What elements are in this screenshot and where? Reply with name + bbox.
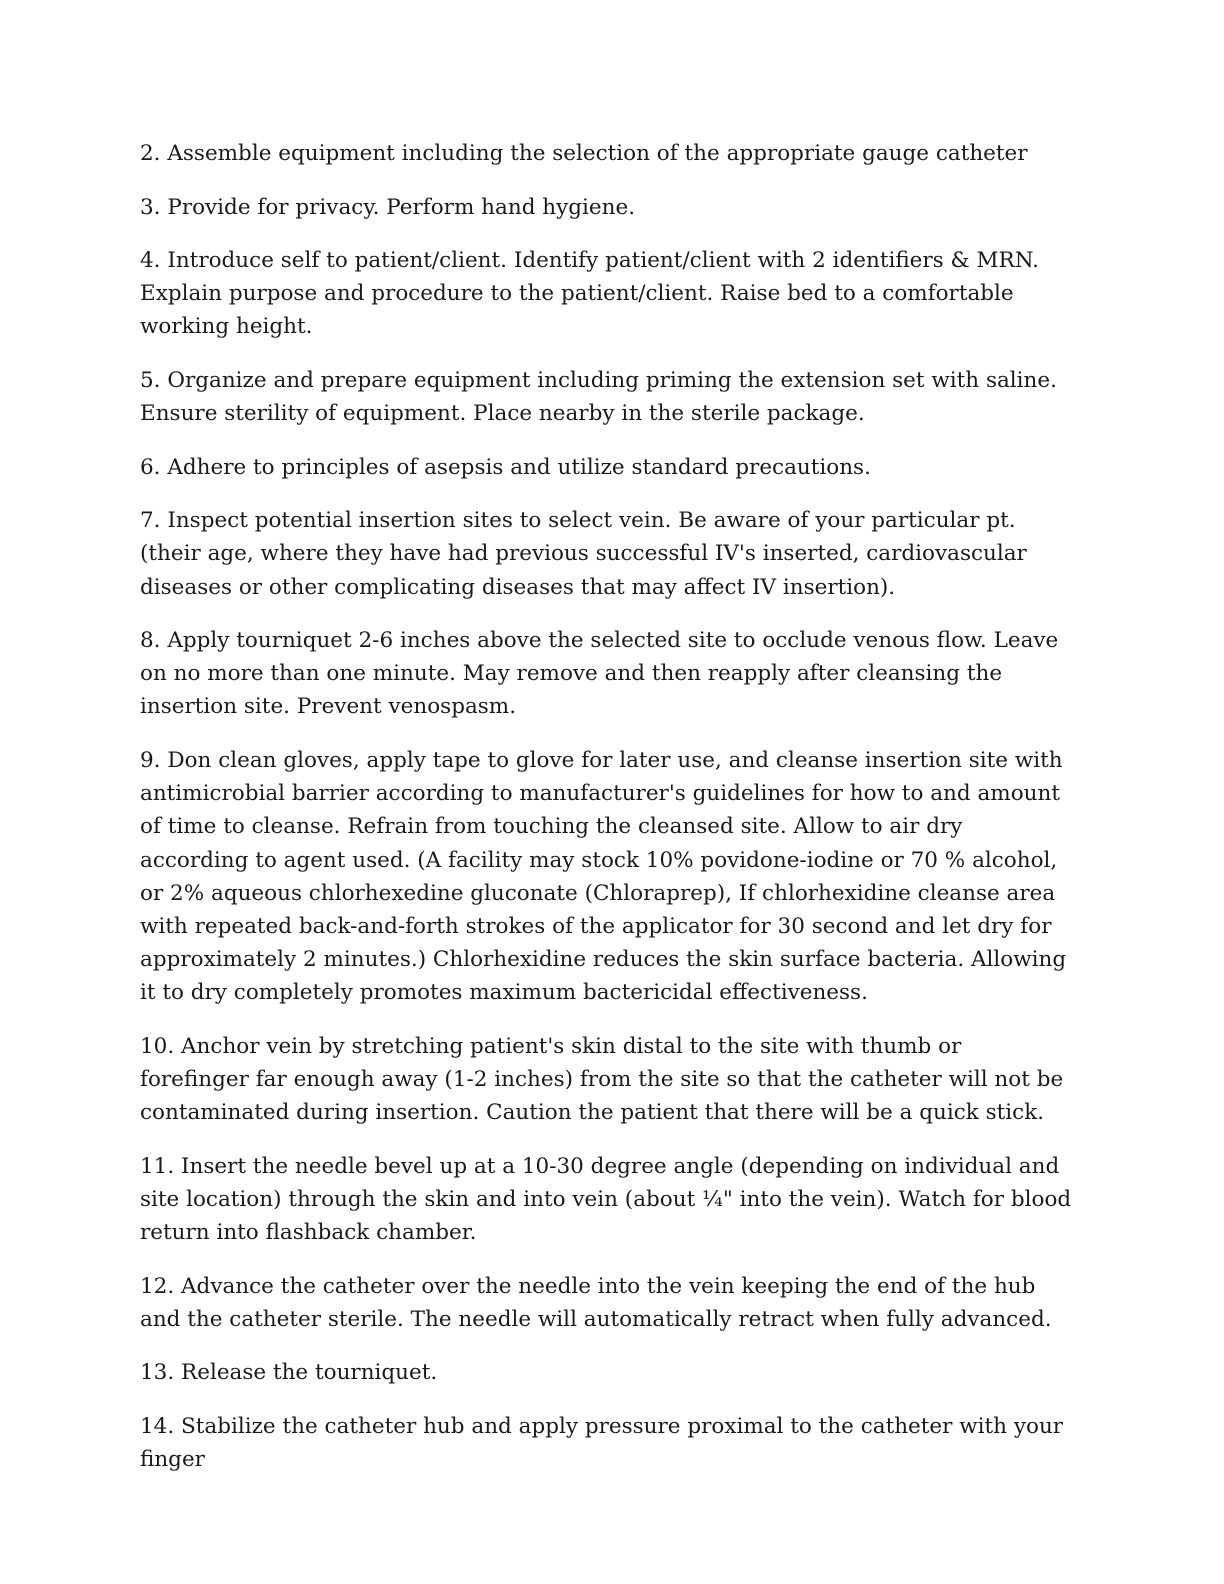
step-13: 13. Release the tourniquet. [140,1360,438,1386]
step-9: 9. Don clean gloves, apply tape to glove for later use, and cleanse insertion site with antimicrobial barrier according to manufacturer's guidelines for how to and amount of time to cleanse. Refrain from touching the cleansed site. Allow to air dry according to agent used. (A facility may stock 10% povidone-iodine or 70 % alcohol, or 2% aqueous chlorhexedine gluconate (Chloraprep), If chlorhexidine cleanse area with repeated back-and-forth strokes of the applicator for 30 second and let dry for approximately 2 minutes.) Chlorhexidine reduces the skin surface bacteria. Allowing it to dry completely promotes maximum bactericidal effectiveness. [140,747,1067,1006]
step-7: 7. Inspect potential insertion sites to select vein. Be aware of your particular pt. (their age, where they have had previous successful IV's inserted, cardiovascular diseases or other complicating diseases that may affect IV insertion). [140,508,1027,600]
step-3: 3. Provide for privacy. Perform hand hygiene. [140,194,636,220]
step-8: 8. Apply tourniquet 2-6 inches above the selected site to occlude venous flow. Leave on no more than one minute. May remove and then reapply after cleansing the insertion site. Prevent venospasm. [140,628,1059,720]
step-5: 5. Organize and prepare equipment including priming the extension set with saline. Ensure sterility of equipment. Place nearby in the sterile package. [140,367,1057,427]
step-11: 11. Insert the needle bevel up at a 10-30 degree angle (depending on individual and site location) through the skin and into vein (about ¼" into the vein). Watch for blood return into flashback chamber. [140,1153,1072,1246]
step-14: 14. Stabilize the catheter hub and apply pressure proximal to the catheter with your finger [140,1413,1064,1473]
step-4: 4. Introduce self to patient/client. Identify patient/client with 2 identifiers & MRN. Explain purpose and procedure to the patient/client. Raise bed to a comfortable working height. [140,248,1039,340]
procedure-steps [140,137,1076,1497]
step-6: 6. Adhere to principles of asepsis and utilize standard precautions. [140,454,871,480]
step-10: 10. Anchor vein by stretching patient's skin distal to the site with thumb or forefinger far enough away (1-2 inches) from the site so that the catheter will not be contaminated during insertion. Caution the patient that there will be a quick stick. [140,1033,1064,1126]
step-12: 12. Advance the catheter over the needle into the vein keeping the end of the hub and the catheter sterile. The needle will automatically retract when fully advanced. [140,1273,1052,1332]
step-2: 2. Assemble equipment including the selection of the appropriate gauge catheter [140,141,1028,166]
